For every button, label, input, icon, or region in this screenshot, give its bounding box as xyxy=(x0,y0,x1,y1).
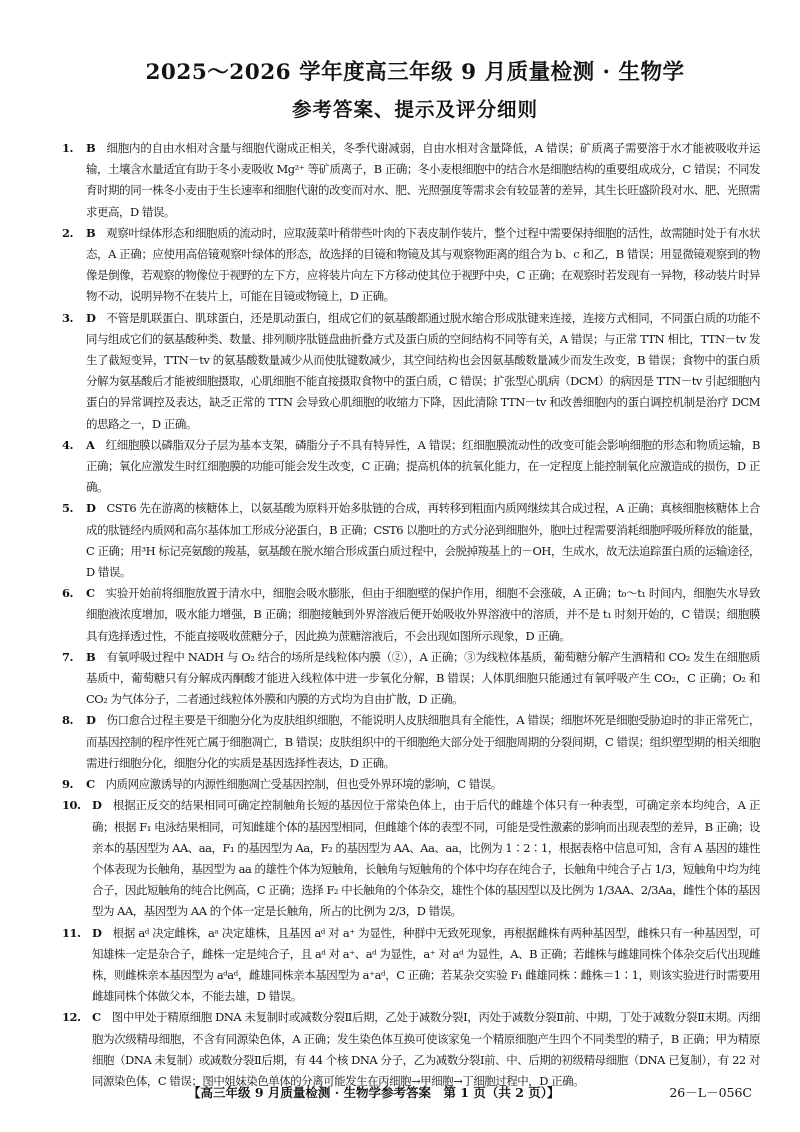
answer-letter: C xyxy=(86,777,95,792)
answer-explanation: 细胞内的自由水相对含量与细胞代谢成正相关，冬季代谢减弱，自由水相对含量降低，A 错误；矿质离子需要溶于水才能被吸收并运输，土壤含水量适宜有助于冬小麦吸收 Mg²⁺ 等矿质离子，B 正确；冬小麦根细胞中的结合水是细胞结构的重要组成成分，C 错误；不同发育时期的同一株冬小麦由于生长速率和细胞代谢的改变而对水、肥、光照强度等需求会有较显著的差异，其生长旺盛阶段对水、肥、光照需求更高，D 错误。 xyxy=(86,141,760,219)
page-title: 2025～2026 学年度高三年级 9 月质量检测 · 生物学 xyxy=(145,60,685,85)
answer-item xyxy=(62,1007,760,1092)
answer-number: 5. xyxy=(62,501,74,516)
answer-item xyxy=(62,583,760,647)
page-subtitle: 参考答案、提示及评分细则 xyxy=(291,98,538,121)
answer-explanation: 内质网应激诱导的内源性细胞凋亡受基因控制，但也受外界环境的影响，C 错误。 xyxy=(105,777,502,792)
answer-number: 10. xyxy=(62,798,81,813)
answer-number: 7. xyxy=(62,649,74,664)
footer-code: 26－L－056C xyxy=(669,1085,752,1100)
answer-number: 9. xyxy=(62,777,74,792)
answer-number: 3. xyxy=(62,310,74,325)
answer-explanation: 根据 aᵈ 决定雌株，aᵃ 决定雄株，且基因 aᵈ 对 a⁺ 为显性，种群中无致死现象，再根据雌株有两种基因型，雌株只有一种基因型，可知雄株一定是杂合子，雌株一定是纯合子，且 aᵈ 对 a⁺、aᵈ 为显性，a⁺ 对 aᵈ 为显性，A、B 正确；若雌株与雌雄同株个体杂交后代出现雌株，则雌株亲本基因型为 aᵈaᵈ，雌雄同株亲本基因型为 a⁺aᵈ，C 正确；若某杂交实验 F₁ 雌雄同株∶雌株＝1∶1，则该实验进行时需要用雌雄同株个体做父本，不能去雄，D 错误。 xyxy=(92,925,760,1004)
answer-letter: C xyxy=(92,1010,101,1025)
answer-explanation: 根据正反交的结果相同可确定控制触角长短的基因位于常染色体上，由于后代的雌雄个体只有一种表型，可确定亲本均纯合，A 正确；根据 F₁ 电泳结果相同，可知雌雄个体的基因型相同，但雌雄个体的表型不同，可能是受性激素的影响而出现表型的差异，B 正确；设亲本的基因型为 AA、aa，F₁ 的基因型为 Aa，F₂ 的基因型为 AA、Aa、aa，比例为 1∶2∶1，根据表格中信息可知，含有 A 基因的雄性个体表现为长触角，基因型为 aa 的雄性个体为短触角，长触角与短触角的个体中均存在纯合子，长触角中纯合子占 1/3，短触角中均为纯合子，因此短触角的纯合比例高，C 正确；选择 F₂ 中长触角的个体杂交，雄性个体的基因型以及比例为 1/3AA、2/3Aa，雌性个体的基因型为 AA，基因型为 AA 的个体一定是长触角，所占的比例为 2/3，D 错误。 xyxy=(92,798,760,919)
answer-item xyxy=(62,138,760,223)
answer-item xyxy=(62,308,760,435)
answer-letter: D xyxy=(86,713,96,728)
answer-explanation: 实验开始前将细胞放置于清水中，细胞会吸水膨胀，但由于细胞壁的保护作用，细胞不会涨破，A 正确；t₀～t₁ 时间内，细胞失水导致细胞液浓度增加，吸水能力增强，B 正确；细胞接触到外界溶液后便开始吸收外界溶液中的溶质，并不是 t₁ 时刻开始的，C 错误；细胞膜具有选择透过性，不能直接吸收蔗糖分子，因此换为蔗糖溶液后，不会出现如图所示现象，D 正确。 xyxy=(86,586,760,643)
answer-item xyxy=(62,435,760,499)
answer-explanation: 伤口愈合过程主要是干细胞分化为皮肤组织细胞，不能说明人皮肤细胞具有全能性，A 错误；细胞坏死是细胞受胁迫时的非正常死亡，而基因控制的程序性死亡属于细胞凋亡，B 错误；皮肤组织中的干细胞绝大部分处于细胞周期的分裂间期，C 错误；组织塑型期的相关细胞需进行细胞分化，细胞分化的实质是基因选择性表达，D 正确。 xyxy=(86,713,760,770)
answer-letter: D xyxy=(86,501,96,516)
answer-item xyxy=(62,498,760,583)
answer-explanation: CST6 先在游离的核糖体上，以氨基酸为原料开始多肽链的合成，再转移到粗面内质网继续其合成过程，A 正确；真核细胞核糖体上合成的肽链经内质网和高尔基体加工形成分泌蛋白，B 正确；CST6 以胞吐的方式分泌到细胞外，胞吐过程需要消耗细胞呼吸所释放的能量，C 正确；用³H 标记亮氨酸的羧基，氨基酸在脱水缩合形成蛋白质过程中，会脱掉羧基上的－OH，生成水，故无法追踪蛋白质的运输途径，D 错误。 xyxy=(86,501,760,580)
answer-letter: B xyxy=(86,141,96,155)
answer-number: 6. xyxy=(62,586,74,601)
answer-letter: D xyxy=(86,310,96,325)
answer-item xyxy=(62,647,760,711)
answer-explanation: 图中甲处于精原细胞 DNA 未复制时或减数分裂Ⅱ后期，乙处于减数分裂Ⅰ，丙处于减数分裂Ⅱ前、中期，丁处于减数分裂Ⅱ末期。丙细胞为次级精母细胞，不含有同源染色体，A 正确；发生染色体互换可使该家兔一个精原细胞产生四个不同类型的精子，B 正确；甲为精原细胞（DNA 未复制）或减数分裂Ⅱ后期，有 44 个核 DNA 分子，乙为减数分裂Ⅰ前、中、后期的初级精母细胞（DNA 已复制），有 22 对同源染色体，C 错误；图中姐妹染色单体的分离可能发生在丙细胞→甲细胞→丁细胞过程中，D 正确。 xyxy=(92,1010,760,1088)
footer-page-info: 【高三年级 9 月质量检测 · 生物学参考答案 第 1 页（共 2 页）】 xyxy=(188,1085,560,1100)
answer-item xyxy=(62,710,760,774)
answer-letter: D xyxy=(92,925,102,940)
answer-number: 2. xyxy=(62,225,74,240)
answer-number: 12. xyxy=(62,1010,81,1025)
answer-number: 11. xyxy=(62,925,81,940)
answer-list xyxy=(62,138,760,1092)
answer-letter: B xyxy=(86,225,96,240)
answer-item xyxy=(62,923,760,1008)
answer-letter: D xyxy=(92,798,102,813)
answer-number: 4. xyxy=(62,437,74,452)
answer-explanation: 红细胞膜以磷脂双分子层为基本支架，磷脂分子不具有特异性，A 错误；红细胞膜流动性的改变可能会影响细胞的形态和物质运输，B 正确；氧化应激发生时红细胞膜的功能可能会发生改变，C 正确；提高机体的抗氧化能力，在一定程度上能控制氧化应激造成的损伤，D 正确。 xyxy=(86,437,760,495)
answer-item xyxy=(62,774,760,795)
answer-letter: A xyxy=(86,437,95,452)
answer-item xyxy=(62,795,760,922)
answer-letter: B xyxy=(86,649,96,664)
answer-letter: C xyxy=(86,586,95,601)
answer-item xyxy=(62,223,760,308)
answer-number: 1. xyxy=(62,141,74,155)
answer-explanation: 不管是肌联蛋白、肌球蛋白，还是肌动蛋白，组成它们的氨基酸都通过脱水缩合形成肽键来连接，连接方式相同，不同蛋白质的功能不同与组成它们的氨基酸种类、数量、排列顺序肽链盘曲折叠方式及蛋白质的空间结构不同等有关，A 错误；与正常 TTN 相比，TTN－tv 发生了截短变异，TTN－tv 的氨基酸数量减少从而使肽键数减少，其空间结构也会因氨基酸数量减少而发生改变，B 错误；食物中的蛋白质分解为氨基酸后才能被细胞摄取，心肌细胞不能直接摄取食物中的蛋白质，C 错误；扩张型心肌病（DCM）的病因是 TTN－tv 引起细胞内蛋白的异常调控及表达，缺乏正常的 TTN 会导致心肌细胞的收缩力下降，因此清除 TTN－tv 和改善细胞内的蛋白调控机制是治疗 DCM 的思路之一，D 正确。 xyxy=(86,310,760,431)
answer-explanation: 有氧呼吸过程中 NADH 与 O₂ 结合的场所是线粒体内膜（②），A 正确；③为线粒体基质，葡萄糖分解产生酒精和 CO₂ 发生在细胞质基质中，葡萄糖只有分解成丙酮酸才能进入线粒体中进一步氧化分解，B 错误；人体肌细胞只能通过有氧呼吸产生 CO₂，C 正确；O₂ 和 CO₂ 为气体分子，二者通过线粒体外膜和内膜的方式均为自由扩散，D 正确。 xyxy=(86,649,760,707)
answer-number: 8. xyxy=(62,713,74,728)
answer-explanation: 观察叶绿体形态和细胞质的流动时，应取菠菜叶稍带些叶肉的下表皮制作装片，整个过程中需要保持细胞的活性，故需随时处于有水状态，A 正确；应使用高倍镜观察叶绿体的形态，故选择的目镜和物镜及其与观察物距离的组合为 b、c 和乙，B 错误；用显微镜观察到的物像是倒像，若观察的物像位于视野的左下方，应将装片向左下方移动使其位于视野中央，C 正确；在观察时若发现有一异物，移动装片时异物不动，说明异物不在装片上，可能在目镜或物镜上，D 正确。 xyxy=(86,225,760,304)
